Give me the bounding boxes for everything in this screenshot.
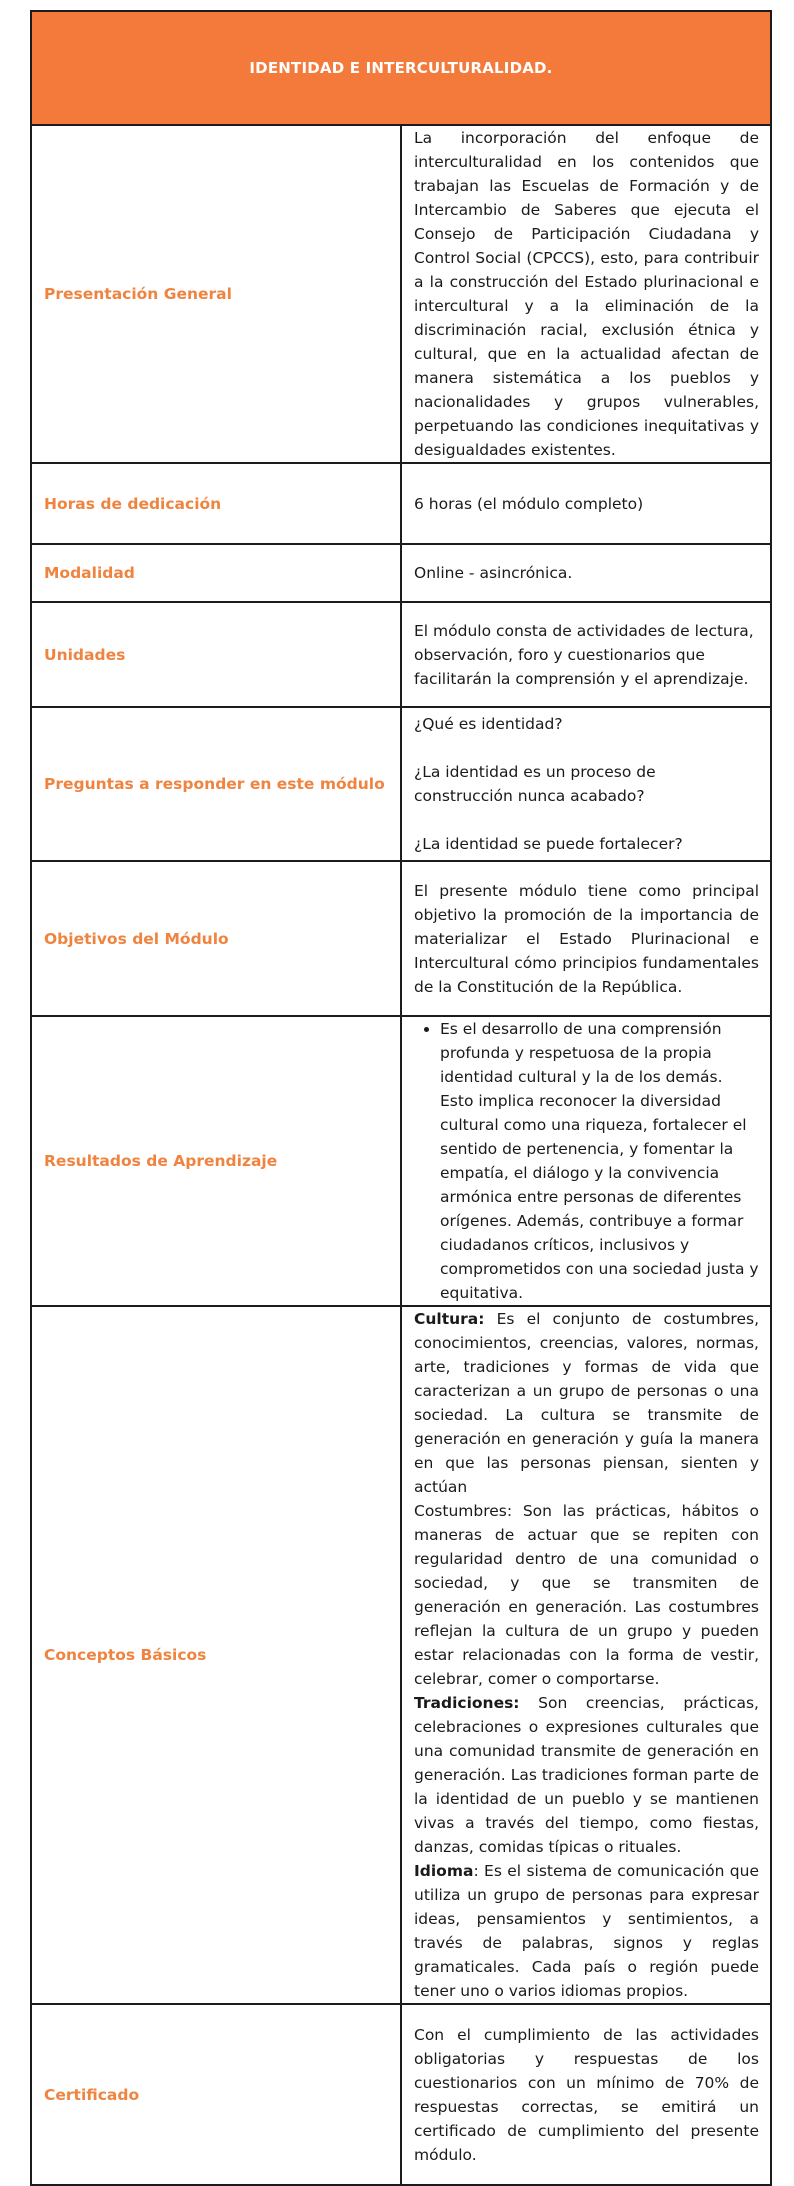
concept-definition: : Es el sistema de comunicación que utiliza un grupo de personas para expresar ideas, pensamientos y sentimientos, a través de palabras, signos y reglas gramaticales. Cada país o región puede tener uno o varios idiomas propios.: [414, 1862, 759, 2000]
label-modalidad: Modalidad: [31, 544, 401, 602]
row-certificado: [31, 2004, 771, 2185]
value-objetivos: [401, 861, 771, 1016]
question-item: ¿La identidad se puede fortalecer?: [414, 835, 683, 853]
concept-term: Cultura:: [414, 1310, 485, 1328]
value-horas: 6 horas (el módulo completo): [401, 463, 771, 544]
label-presentacion: Presentación General: [31, 125, 401, 463]
question-item: ¿Qué es identidad?: [414, 715, 563, 733]
value-resultados: [401, 1016, 771, 1306]
list-item: • Es el desarrollo de una comprensión profunda y respetuosa de la propia identidad cultural y la de los demás. Esto implica reconocer la diversidad cultural como una riqueza, fortalecer el sentido de pertenencia, y fomentar la empatía, el diálogo y la convivencia armónica entre personas de diferentes orígenes. Además, contribuye a formar ciudadanos críticos, inclusivos y comprometidos con una sociedad justa y equitativa.: [440, 1017, 759, 1305]
value-preguntas: [401, 707, 771, 861]
row-objetivos: [31, 861, 771, 1016]
value-conceptos: [401, 1306, 771, 2004]
objetivos-text: El presente módulo tiene como principal objetivo la promoción de la importancia de materializar el Estado Plurinacional e Intercultural cómo principios fundamentales de la Constitución de la República.: [414, 881, 759, 996]
value-unidades: El módulo consta de actividades de lectura, observación, foro y cuestionarios que facilitarán la comprensión y el aprendizaje.: [401, 602, 771, 707]
module-sheet: [30, 10, 772, 2186]
label-horas: Horas de dedicación: [31, 463, 401, 544]
value-modalidad: Online - asincrónica.: [401, 544, 771, 602]
concept-term: Costumbres:: [414, 1502, 513, 1520]
concept-tradiciones: [414, 1691, 759, 1859]
row-presentacion: [31, 125, 771, 463]
concept-definition: Son las prácticas, hábitos o maneras de actuar que se repiten con regularidad dentro de una comunidad o sociedad, y que se transmiten de generación en generación. Las costumbres reflejan la cultura de un grupo y pueden estar relacionadas con la forma de vestir, celebrar, comer o comportarse.: [414, 1502, 759, 1688]
presentacion-text: La incorporación del enfoque de interculturalidad en los contenidos que trabajan las Escuelas de Formación y de Intercambio de Saberes que ejecuta el Consejo de Participación Ciudadana y Control Social (CPCCS), esto, para contribuir a la construcción del Estado plurinacional e intercultural y a la eliminación de la discriminación racial, exclusión étnica y cultural, que en la actualidad afectan de manera sistemática a los pueblos y nacionalidades y grupos vulnerables, perpetuando las condiciones inequitativas y desigualdades existentes.: [414, 129, 759, 459]
label-unidades: Unidades: [31, 602, 401, 707]
label-preguntas: Preguntas a responder en este módulo: [31, 707, 401, 861]
value-certificado: [401, 2004, 771, 2185]
concept-term: Tradiciones:: [414, 1694, 520, 1712]
row-horas: [31, 463, 771, 544]
concept-idioma: [414, 1859, 759, 2003]
label-conceptos: Conceptos Básicos: [31, 1306, 401, 2004]
certificado-text: Con el cumplimiento de las actividades obligatorias y respuestas de los cuestionarios con un mínimo de 70% de respuestas correctas, se emitirá un certificado de cumplimiento del presente módulo.: [414, 2025, 759, 2164]
label-resultados: Resultados de Aprendizaje: [31, 1016, 401, 1306]
concept-costumbres: [414, 1499, 759, 1691]
header-row: [31, 11, 771, 125]
label-objetivos: Objetivos del Módulo: [31, 861, 401, 1016]
concept-cultura: [414, 1307, 759, 1499]
row-conceptos: [31, 1306, 771, 2004]
row-resultados: [31, 1016, 771, 1306]
concept-term: Idioma: [414, 1862, 474, 1880]
concept-definition: Son creencias, prácticas, celebraciones o expresiones culturales que una comunidad transmite de generación en generación. Las tradiciones forman parte de la identidad de un pueblo y se mantienen vivas a través del tiempo, como fiestas, danzas, comidas típicas o rituales.: [414, 1694, 759, 1856]
label-certificado: Certificado: [31, 2004, 401, 2185]
resultados-list: [414, 1017, 759, 1305]
row-preguntas: [31, 707, 771, 861]
question-item: ¿La identidad es un proceso de construcción nunca acabado?: [414, 763, 656, 805]
row-unidades: [31, 602, 771, 707]
module-table: [30, 10, 772, 2186]
value-presentacion: [401, 125, 771, 463]
concept-definition: Es el conjunto de costumbres, conocimientos, creencias, valores, normas, arte, tradiciones y formas de vida que caracterizan a un grupo de personas o una sociedad. La cultura se transmite de generación en generación y guía la manera en que las personas piensan, sienten y actúan: [414, 1310, 759, 1496]
module-title: IDENTIDAD E INTERCULTURALIDAD.: [31, 11, 771, 125]
row-modalidad: [31, 544, 771, 602]
